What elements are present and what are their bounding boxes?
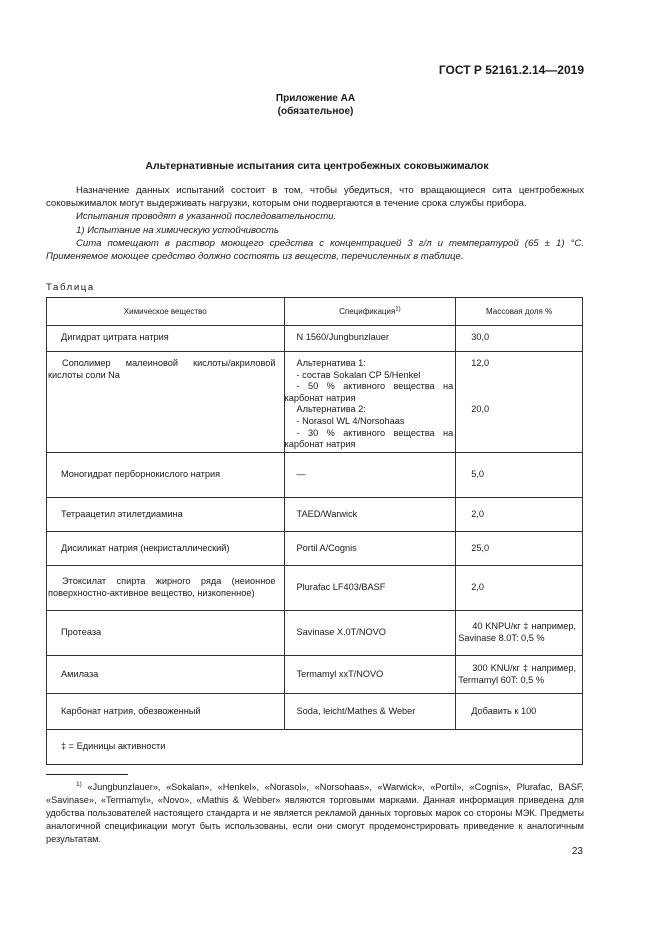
table-row: Тетраацетил этилетдиамина TAED/Warwick 2,0 xyxy=(47,498,583,532)
footnote-divider xyxy=(46,774,128,775)
annex-status: (обязательное) xyxy=(277,106,354,117)
table-row: Дисиликат натрия (некристаллический) Portil A/Cognis 25,0 xyxy=(47,532,583,566)
standard-number: ГОСТ Р 52161.2.14—2019 xyxy=(438,63,584,77)
paragraph-sequence: Испытания проводят в указанной последовательности. xyxy=(76,211,337,223)
footnote: $^{1)}$ «Jungbunzlauer», «Sokalan», «Henkel», «Norasol», «Norsohaas», «Warwick», «Portil», «Cognis», Plurafac, BASF, «Savinase», «Termamyl», «Novo», «Mathis & Webber» являются торговыми марками. Данная информация приведена для удобства пользователей настоящего стандарта и не является рекламой данных торговых марок со стороны МЭК. Предметы аналогичной спецификации могут быть использованы, если они смогут продемонстрировать приведение к аналогичным результатам. xyxy=(46,781,584,845)
table-row: Карбонат натрия, обезвоженный Soda, leicht/Mathes & Weber Добавить к 100 xyxy=(47,694,583,730)
table-row: Сополимер малеиновой кислоты/акриловой кислоты соли Na Альтернатива 1: - состав Sokalan CP 5/Henkel - 50 % активного вещества на карбонат натрия Альтернатива 2: - Norasol WL 4/Norsohaas - 30 % активного вещества на карбонат натрия 12,0 20,0 xyxy=(47,352,583,453)
paragraph-purpose: Назначение данных испытаний состоит в том, чтобы убедиться, что вращающиеся сита центробежных соковыжималок могут выдерживать нагрузки, которым они подвергаются в течение срока службы прибора. xyxy=(46,185,584,210)
table-row: Протеаза Savinase X.0T/NOVO 40 KNPU/кг ‡ например, Savinase 8.0T: 0,5 % xyxy=(47,611,583,656)
header-specification: Спецификация$^{1)}$ xyxy=(284,298,456,326)
table-footer-row xyxy=(47,730,583,765)
detergent-table xyxy=(46,297,583,765)
header-substance: Химическое вещество xyxy=(47,298,285,326)
table-row: Моногидрат перборнокислого натрия — 5,0 xyxy=(47,453,583,498)
page-number: 23 xyxy=(571,846,583,857)
paragraph-test-method: Сита помещают в раствор моющего средства с концентрацией 3 г/л и температурой (65 ± 1) °С. Применяемое моющее средство должно состоять из веществ, перечисленных в таблице. xyxy=(46,237,584,263)
header-mass-fraction: Массовая доля % xyxy=(456,298,583,326)
paragraph-test-heading: 1) Испытание на химическую устойчивость xyxy=(76,224,279,236)
table-label: Таблица xyxy=(46,282,95,293)
table-row: Дигидрат цитрата натрия N 1560/Jungbunzlauer 30,0 xyxy=(47,326,583,352)
annex-title: Приложение АА xyxy=(275,93,356,104)
body-text xyxy=(46,184,584,263)
footnote-mark: 1) xyxy=(76,781,82,788)
table-header-row xyxy=(47,298,583,326)
activity-units-note: ‡ = Единицы активности xyxy=(47,730,583,765)
table-row: Этоксилат спирта жирного ряда (неионное поверхностно-активное вещество, низкопенное) Plurafac LF403/BASF 2,0 xyxy=(47,566,583,611)
table-row: Амилаза Termamyl xxT/NOVO 300 KNU/кг ‡ например, Termamyl 60T: 0,5 % xyxy=(47,656,583,694)
footnote-ref: 1) xyxy=(395,306,401,313)
annex-heading xyxy=(0,92,631,118)
section-title: Альтернативные испытания сита центробежных соковыжималок xyxy=(145,160,489,172)
